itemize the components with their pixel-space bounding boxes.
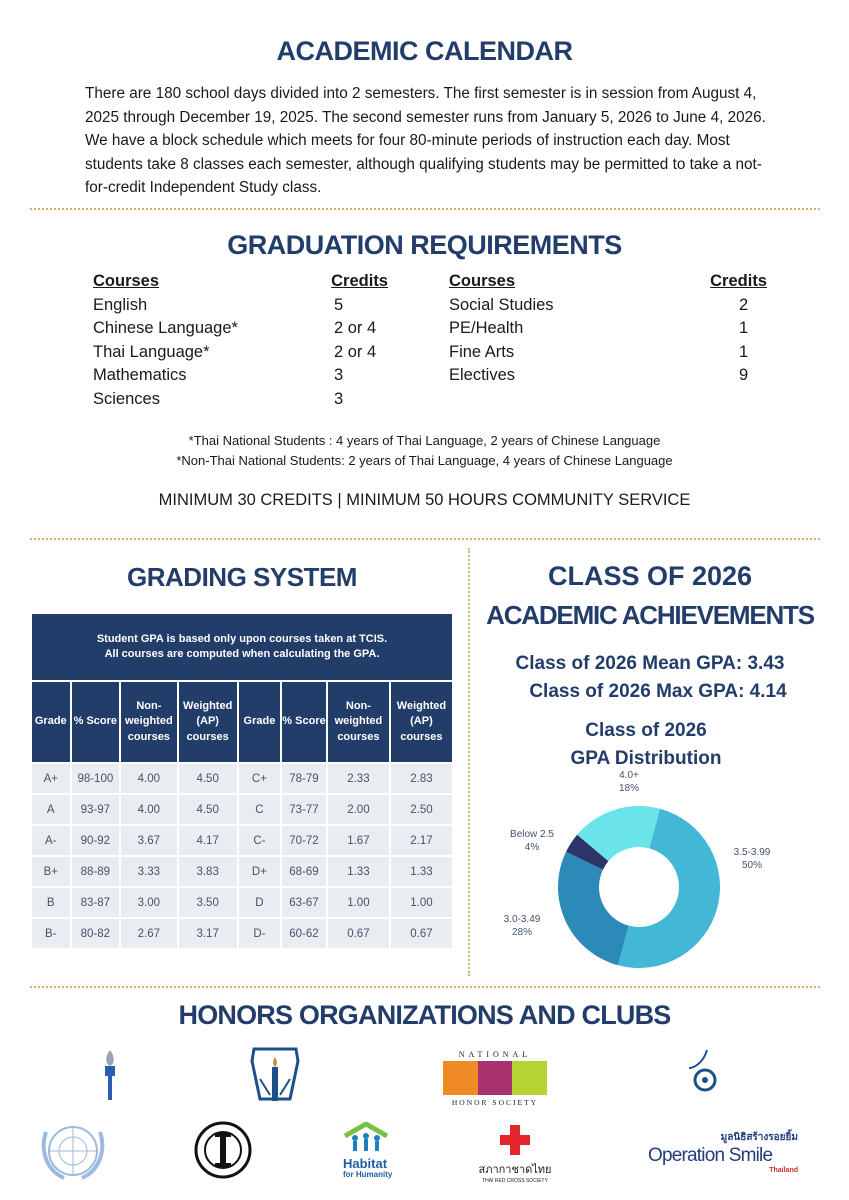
table-cell: 70-72 [282, 826, 326, 855]
table-cell: 3.33 [121, 857, 176, 886]
grading-title: GRADING SYSTEM [127, 562, 357, 592]
table-cell: 3.83 [179, 857, 237, 886]
column-header: Grade [239, 682, 280, 762]
course-name: Electives [449, 366, 516, 384]
table-cell: 83-87 [72, 888, 120, 917]
national-honor-society-logo [250, 1047, 300, 1107]
grading-table [30, 612, 454, 950]
slice-percent-label: 28% [511, 927, 533, 938]
table-cell: 4.50 [179, 764, 237, 793]
non-thai-note: *Non-Thai National Students: 2 years of Thai Language, 4 years of Chinese Language [176, 453, 673, 468]
course-credits: 1 [739, 342, 749, 361]
graduation-title: GRADUATION REQUIREMENTS [227, 230, 622, 260]
table-cell: 88-89 [72, 857, 120, 886]
column-header: % Score [72, 682, 120, 762]
achievements-title-1: CLASS OF 2026 [547, 561, 753, 591]
table-cell: 3.50 [179, 888, 237, 917]
table-row [32, 857, 452, 886]
requirement-row [449, 366, 767, 390]
slice-percent-label: 50% [741, 860, 763, 871]
table-cell: 90-92 [72, 826, 120, 855]
requirement-row [93, 343, 388, 367]
table-cell: 2.17 [391, 826, 452, 855]
table-cell: 3.00 [121, 888, 176, 917]
banner-line: All courses are computed when calculating the GPA. [104, 648, 380, 660]
model-un-logo [38, 1120, 108, 1182]
table-row [32, 919, 452, 948]
red-cross-icon [500, 1125, 530, 1155]
course-name: PE/Health [449, 319, 524, 337]
column-header: Grade [32, 682, 70, 762]
table-cell: 2.33 [328, 764, 389, 793]
logo-text: NATIONAL [458, 1050, 532, 1059]
table-cell: 1.00 [391, 888, 452, 917]
achievements-title-2: ACADEMIC ACHIEVEMENTS [486, 600, 814, 630]
calendar-title: ACADEMIC CALENDAR [276, 36, 573, 66]
chart-title-2: GPA Distribution [570, 748, 722, 769]
column-header: Non-weighted courses [121, 682, 176, 762]
course-name: Sciences [93, 389, 160, 408]
table-cell: A- [32, 826, 70, 855]
max-gpa: Class of 2026 Max GPA: 4.14 [529, 681, 787, 702]
column-header: % Score [282, 682, 326, 762]
calendar-text: There are 180 school days divided into 2 semesters. The first semester is in session from August 4, 2025 through December 19, 2025. The second semester runs from January 5, 2026 to June 4, 2026. We have a block schedule which meets for four 80-minute periods of instruction each day. Most students take 8 classes each semester, although qualifying students may be permitted to take a not-for-credit Independent Study class. [85, 85, 766, 196]
slice-category-label: 4.0+ [619, 770, 639, 781]
course-credits: 2 or 4 [334, 319, 377, 337]
course-credits: 2 [739, 295, 749, 314]
logo-text: Thailand [769, 1167, 798, 1174]
table-cell: 1.00 [328, 888, 389, 917]
interact-club-logo [193, 1120, 253, 1180]
table-cell: 1.33 [391, 857, 452, 886]
table-cell: 4.50 [179, 795, 237, 824]
logo-text: THAI RED CROSS SOCIETY [482, 1178, 548, 1184]
divider [30, 986, 820, 988]
table-cell: C [239, 795, 280, 824]
logo-text: มูลนิธิสร้างรอยยิ้ม [720, 1132, 798, 1143]
table-cell: 0.67 [391, 919, 452, 948]
table-cell: C- [239, 826, 280, 855]
column-header: Weighted (AP) courses [391, 682, 452, 762]
column-header: Weighted (AP) courses [179, 682, 237, 762]
table-cell: B [32, 888, 70, 917]
table-cell: 78-79 [282, 764, 326, 793]
table-cell: 73-77 [282, 795, 326, 824]
chart-title-1: Class of 2026 [585, 720, 707, 741]
mean-gpa: Class of 2026 Mean GPA: 3.43 [515, 653, 785, 674]
course-credits: 1 [739, 319, 749, 337]
slice-category-label: 3.0-3.49 [503, 914, 541, 925]
course-name: English [93, 295, 148, 314]
requirement-row [93, 296, 388, 320]
logo-text: Habitat [343, 1156, 388, 1171]
table-cell: A+ [32, 764, 70, 793]
table-cell: A [32, 795, 70, 824]
table-banner [32, 614, 452, 680]
logo-text: HONOR SOCIETY [451, 1098, 539, 1107]
table-cell: 63-67 [282, 888, 326, 917]
table-cell: 4.17 [179, 826, 237, 855]
table-cell: 1.67 [328, 826, 389, 855]
habitat-logo [343, 1122, 393, 1179]
slice-category-label: 3.5-3.99 [733, 847, 771, 858]
logo-text: สภากาชาดไทย [478, 1164, 552, 1176]
credits-header: Credits [710, 272, 767, 290]
requirement-row [93, 319, 388, 343]
table-cell: 1.33 [328, 857, 389, 886]
table-cell: C+ [239, 764, 280, 793]
slice-category-label: Below 2.5 [510, 829, 554, 840]
honors-title: HONORS ORGANIZATIONS AND CLUBS [178, 1000, 671, 1030]
national-art-honor-society-logo [443, 1050, 547, 1107]
requirement-row [449, 319, 767, 343]
thai-note: *Thai National Students : 4 years of Thai Language, 2 years of Chinese Language [188, 433, 661, 448]
course-credits: 5 [334, 295, 344, 314]
course-credits: 2 or 4 [334, 342, 377, 361]
table-cell: B+ [32, 857, 70, 886]
gpa-donut-chart [490, 770, 810, 970]
divider [30, 208, 820, 210]
table-cell: 3.67 [121, 826, 176, 855]
course-name: Chinese Language* [93, 319, 238, 337]
table-cell: 2.83 [391, 764, 452, 793]
table-cell: 0.67 [328, 919, 389, 948]
table-cell: D [239, 888, 280, 917]
divider [30, 538, 820, 540]
table-cell: 2.50 [391, 795, 452, 824]
table-cell: 98-100 [72, 764, 120, 793]
operation-smile-logo [648, 1130, 808, 1174]
table-cell: D+ [239, 857, 280, 886]
course-credits: 3 [334, 389, 344, 408]
credits-header: Credits [331, 272, 388, 290]
course-name: Fine Arts [449, 342, 515, 361]
table-cell: 80-82 [72, 919, 120, 948]
table-cell: 4.00 [121, 795, 176, 824]
table-row [32, 795, 452, 824]
slice-percent-label: 18% [618, 783, 640, 794]
logo-text: Operation Smile [648, 1145, 773, 1166]
requirements-left [93, 272, 388, 413]
requirement-row [449, 343, 767, 367]
table-cell: 68-69 [282, 857, 326, 886]
thai-society-logo [685, 1048, 725, 1100]
requirement-row [93, 390, 388, 414]
course-name: Social Studies [449, 295, 554, 314]
column-header: Non-weighted courses [328, 682, 389, 762]
logo-text: for Humanity [343, 1170, 393, 1179]
table-cell: 2.00 [328, 795, 389, 824]
table-cell: 3.17 [179, 919, 237, 948]
donut-slice-3-0-3-49 [558, 852, 629, 965]
slice-percent-label: 4% [524, 842, 540, 853]
courses-header: Courses [93, 272, 160, 290]
course-credits: 9 [739, 366, 749, 384]
course-credits: 3 [334, 366, 344, 384]
thai-red-cross-logo [470, 1125, 560, 1184]
course-name: Mathematics [93, 366, 187, 384]
requirement-row [449, 296, 767, 320]
table-cell: 93-97 [72, 795, 120, 824]
course-name: Thai Language* [93, 342, 210, 361]
banner-line: Student GPA is based only upon courses taken at TCIS. [96, 633, 388, 645]
requirement-row [93, 366, 388, 390]
table-cell: 2.67 [121, 919, 176, 948]
table-row [32, 826, 452, 855]
table-cell: D- [239, 919, 280, 948]
courses-header: Courses [449, 272, 516, 290]
table-cell: 4.00 [121, 764, 176, 793]
table-cell: 60-62 [282, 919, 326, 948]
table-cell: B- [32, 919, 70, 948]
table-row [32, 888, 452, 917]
torch-logo [98, 1048, 122, 1104]
table-row [32, 764, 452, 793]
requirements-right [449, 272, 767, 390]
minimum-requirements: MINIMUM 30 CREDITS | MINIMUM 50 HOURS COMMUNITY SERVICE [158, 491, 691, 509]
habitat-house-icon [343, 1122, 389, 1152]
